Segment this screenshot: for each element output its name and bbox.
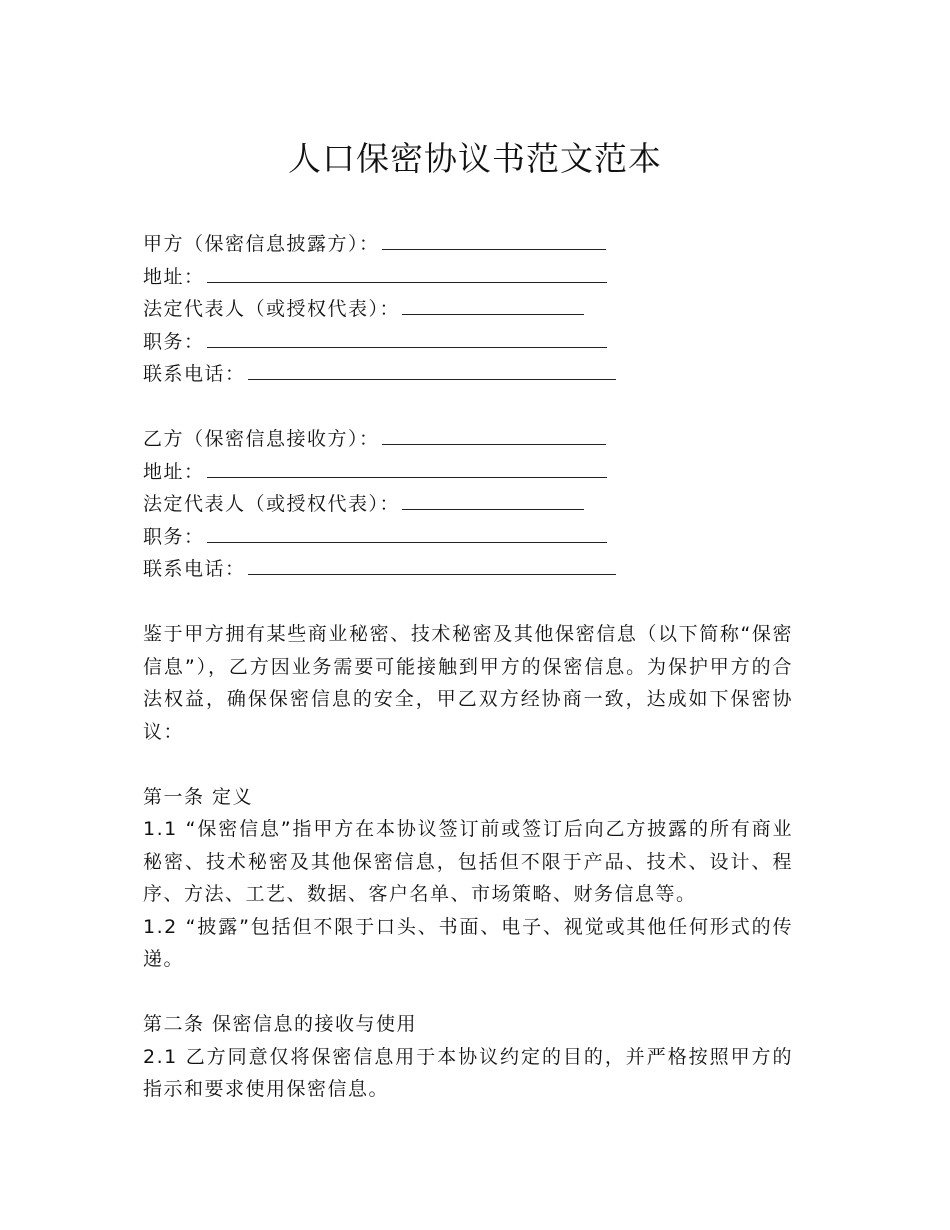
party-a-position-label: 职务： bbox=[143, 330, 205, 353]
party-b-phone-blank bbox=[248, 554, 616, 575]
party-b-address-label: 地址： bbox=[143, 460, 205, 483]
party-a-address-blank bbox=[207, 262, 607, 283]
spacer bbox=[143, 391, 793, 424]
party-a-rep-label: 法定代表人（或授权代表）： bbox=[143, 298, 401, 320]
spacer bbox=[143, 748, 793, 781]
party-b-name-row bbox=[143, 423, 793, 456]
party-b-name-label: 乙方（保密信息接收方）： bbox=[143, 428, 380, 450]
article-1-heading: 第一条 定义 bbox=[143, 785, 254, 808]
spacer bbox=[143, 976, 793, 1009]
party-a-name-blank bbox=[382, 229, 606, 250]
party-b-name-blank bbox=[382, 424, 606, 445]
party-a-phone-blank bbox=[248, 359, 616, 380]
party-a-name-row bbox=[143, 228, 793, 261]
party-b-rep-blank bbox=[402, 489, 584, 510]
preamble-text: 鉴于甲方拥有某些商业秘密、技术秘密及其他保密信息（以下简称“保密信息”），乙方因业务需要可能接触到甲方的保密信息。为保护甲方的合法权益，确保保密信息的安全，甲乙双方经协商一致，达成如下保密协议： bbox=[143, 623, 793, 743]
party-b-phone-label: 联系电话： bbox=[143, 558, 246, 580]
party-a-rep-row bbox=[143, 293, 793, 326]
party-a-position-blank bbox=[207, 327, 607, 348]
article-1-clause-2: 1.2 “披露”包括但不限于口头、书面、电子、视觉或其他任何形式的传递。 bbox=[143, 915, 793, 970]
party-b-position-label: 职务： bbox=[143, 525, 205, 548]
party-b-address-blank bbox=[207, 457, 607, 478]
party-a-position-row bbox=[143, 326, 793, 359]
document-title: 人口保密协议书范文范本 bbox=[288, 139, 662, 178]
article-2-clause-1: 2.1 乙方同意仅将保密信息用于本协议约定的目的，并严格按照甲方的指示和要求使用保密信息。 bbox=[143, 1045, 793, 1100]
party-b-phone-row bbox=[143, 553, 793, 586]
spacer bbox=[143, 586, 793, 619]
party-a-address-row bbox=[143, 261, 793, 294]
party-b-position-blank bbox=[207, 522, 607, 543]
party-b-rep-row bbox=[143, 488, 793, 521]
party-b-address-row bbox=[143, 456, 793, 489]
party-a-name-label: 甲方（保密信息披露方）： bbox=[143, 233, 380, 255]
article-2 bbox=[143, 1008, 793, 1106]
article-1 bbox=[143, 781, 793, 976]
party-a-rep-blank bbox=[402, 294, 584, 315]
party-b-position-row bbox=[143, 521, 793, 554]
party-a-address-label: 地址： bbox=[143, 265, 205, 288]
party-a-phone-row bbox=[143, 358, 793, 391]
document-body bbox=[143, 228, 793, 1106]
article-2-heading: 第二条 保密信息的接收与使用 bbox=[143, 1013, 418, 1035]
article-1-clause-1: 1.1 “保密信息”指甲方在本协议签订前或签订后向乙方披露的所有商业秘密、技术秘密及其他保密信息，包括但不限于产品、技术、设计、程序、方法、工艺、数据、客户名单、市场策略、财务信息等。 bbox=[143, 818, 793, 905]
preamble-paragraph bbox=[143, 618, 793, 748]
party-b-rep-label: 法定代表人（或授权代表）： bbox=[143, 493, 401, 515]
party-a-phone-label: 联系电话： bbox=[143, 363, 246, 385]
